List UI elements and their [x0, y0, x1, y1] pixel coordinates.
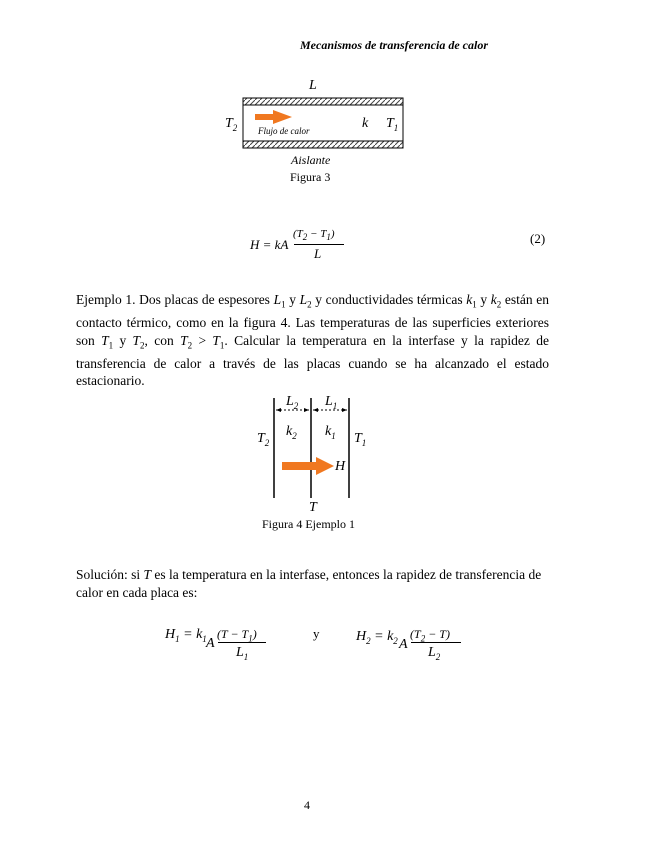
- equation-2-numerator: $(T_2 - T_1)$: [293, 228, 335, 243]
- equation-2-denominator: L: [314, 246, 322, 261]
- equation-2-lhs: H = kA: [250, 237, 289, 252]
- heat-flow-arrow-h: [282, 457, 334, 475]
- equation-h2-fraction-bar: [411, 642, 461, 643]
- figure3-insulation-label: Aislante: [291, 153, 331, 167]
- equation-2-fraction-bar: [294, 244, 344, 245]
- figure4-t1-label: $T_1$: [354, 431, 367, 448]
- page-number: 4: [304, 798, 310, 812]
- figure4-t-label: T: [309, 500, 317, 515]
- figure3-flow-label: Flujo de calor: [258, 126, 310, 136]
- insulation-bottom: [243, 141, 403, 148]
- figure4-k2-label: $k_2$: [286, 424, 297, 441]
- figure4-caption: Figura 4 Ejemplo 1: [262, 517, 355, 531]
- figure3-k-label: k: [362, 116, 369, 131]
- connector-y: y: [313, 626, 320, 641]
- equation-h2-numerator: $(T_2 - T)$: [410, 627, 450, 644]
- figure3-t1-label: $T_1$: [386, 116, 399, 133]
- equation-2-number: (2): [530, 231, 546, 246]
- figure4-t2-label: $T_2$: [257, 431, 270, 448]
- page-header: Mecanismos de transferencia de calor: [300, 38, 488, 52]
- equation-h2-area: A: [399, 637, 408, 652]
- example-1-paragraph: Ejemplo 1. Dos placas de espesores $L_1$ y $L_2$ y conductividades térmicas $k_1$ y $k_2$ están en contacto térmico, como en la figura 4. Las temperaturas de las superficies exteriores son $T_1$ y $T_2$, con $T_2 > T_1$. Calcular la temperatura en la interfase y la rapidez de transferencia de calor a través de las placas cuando se ha alcanzado el estado estacionario.: [76, 292, 550, 389]
- figure4-l1-label: $L_1$: [325, 394, 338, 411]
- equation-h1-area: A: [206, 636, 215, 651]
- figure3-length-label: L: [309, 78, 317, 93]
- figure4-l2-label: $L_2$: [286, 394, 299, 411]
- equation-h1-fraction-bar: [218, 642, 266, 643]
- figure3-caption: Figura 3: [290, 170, 331, 184]
- insulation-top: [243, 98, 403, 105]
- equation-h1-denominator: $L_1$: [236, 645, 249, 662]
- equation-h1-lhs: $H_1 = k_1$: [165, 627, 207, 644]
- equation-h2-denominator: $L_2$: [428, 645, 441, 662]
- figure3-t2-label: $T_2$: [225, 116, 238, 133]
- equation-h2-lhs: $H_2 = k_2$: [356, 629, 398, 646]
- solution-paragraph: Solución: si T es la temperatura en la interfase, entonces la rapidez de transferencia de calor en cada placa es:: [76, 567, 542, 600]
- figure4-k1-label: $k_1$: [325, 424, 336, 441]
- figure4-h-label: H: [335, 459, 346, 474]
- equation-h1-numerator: $(T - T_1)$: [217, 627, 257, 644]
